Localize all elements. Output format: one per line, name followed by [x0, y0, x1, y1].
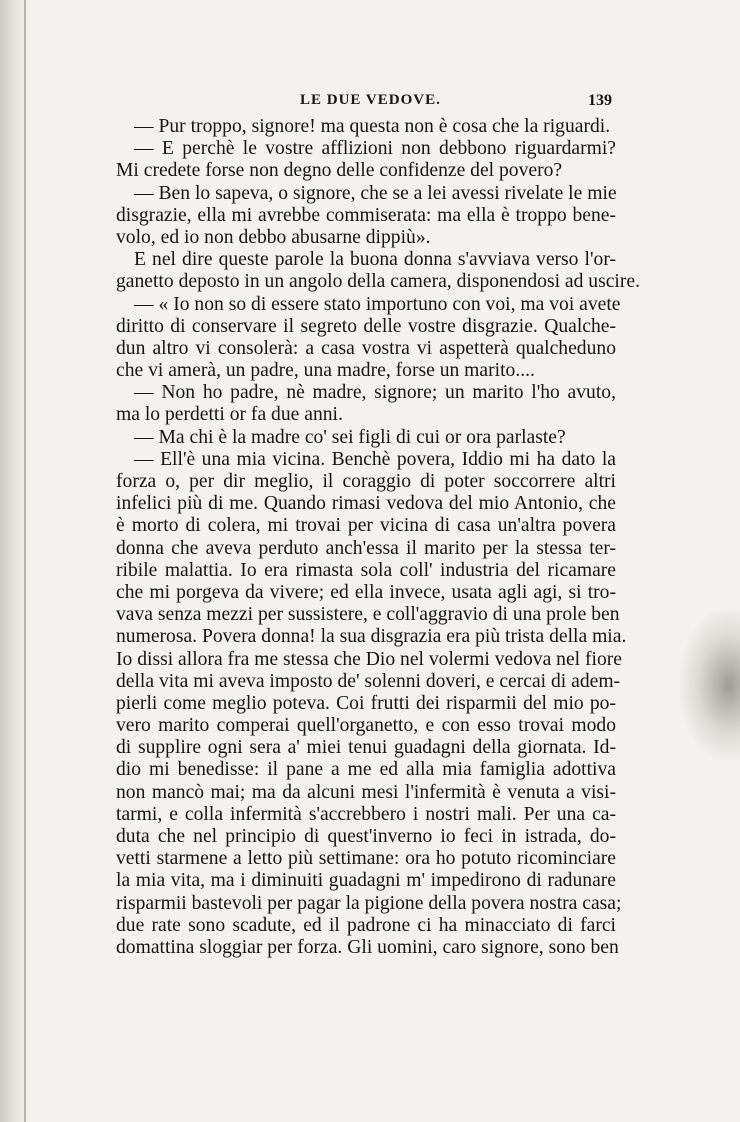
- text-line: tarmi, e colla infermità s'accrebbero i nostri mali. Per una ca-: [116, 803, 616, 825]
- text-line: vero marito comperai quell'organetto, e con esso trovai modo: [116, 715, 616, 737]
- text-line: Io dissi allora fra me stessa che Dio nel volermi vedova nel fiore: [116, 648, 623, 670]
- text-line: è morto di colera, mi trovai per vicina di casa un'altra povera: [116, 515, 616, 537]
- text-line: — Ma chi è la madre co' sei figli di cui or ora parlaste?: [134, 426, 566, 448]
- text-line: — E perchè le vostre afflizioni non debbono riguardarmi?: [134, 138, 616, 160]
- text-line: — Pur troppo, signore! ma questa non è cosa che la riguardi.: [134, 116, 611, 137]
- text-line: dun altro vi consolerà: a casa vostra vi aspetterà qualcheduno: [116, 337, 616, 359]
- paper-stain: [680, 610, 740, 760]
- text-line: dio mi benedisse: il pane a me ed alla mia famiglia adottiva: [116, 759, 616, 781]
- text-line: Mi credete forse non degno delle confidenze del povero?: [116, 160, 563, 182]
- text-line: della vita mi aveva imposto de' solenni doveri, e cercai di adem-: [116, 670, 621, 692]
- text-line: di supplire ogni sera a' miei tenui guadagni della giornata. Id-: [116, 737, 616, 759]
- text-line: due rate sono scadute, ed il padrone ci ha minacciato di farci: [116, 914, 616, 936]
- text-line: volo, ed io non debbo abusarne dippiù».: [116, 226, 431, 248]
- text-line: E nel dire queste parole la buona donna s'avviava verso l'or-: [134, 249, 616, 271]
- running-header: [0, 92, 740, 116]
- text-line: — Ell'è una mia vicina. Benchè povera, Iddio mi ha dato la: [134, 448, 616, 470]
- page-number: 139: [588, 92, 612, 109]
- text-line: diritto di conservare il segreto delle vostre disgrazie. Qualche-: [116, 315, 616, 337]
- text-line: forza o, per dir meglio, il coraggio di poter soccorrere altri: [116, 471, 616, 492]
- text-line: pierli come meglio poteva. Coi frutti dei risparmii del mio po-: [116, 692, 616, 714]
- text-line: ma lo perdetti or fa due anni.: [116, 404, 343, 426]
- text-line: vava senza mezzi per sussistere, e coll'aggravio di una prole ben: [116, 604, 620, 626]
- text-line: ribile malattia. Io era rimasta sola coll' industria del ricamare: [116, 559, 616, 581]
- body-text: [116, 116, 640, 959]
- text-line: domattina sloggiar per forza. Gli uomini, caro signore, sono ben: [116, 936, 619, 958]
- text-line: la mia vita, ma i diminuiti guadagni m' impedirono di radunare: [116, 870, 616, 892]
- text-line: che vi amerà, un padre, una madre, forse un marito....: [116, 360, 535, 382]
- running-title: LE DUE VEDOVE.: [300, 92, 441, 108]
- text-line: disgrazie, ella mi avrebbe commiserata: ma ella è troppo bene-: [116, 204, 616, 226]
- text-line: numerosa. Povera donna! la sua disgrazia era più trista della mia.: [116, 626, 627, 648]
- text-line: donna che aveva perduto anch'essa il marito per la stessa ter-: [116, 537, 616, 559]
- text-line: non mancò mai; ma da alcuni mesi l'infermità è venuta a visi-: [116, 781, 616, 803]
- text-line: che mi porgeva da vivere; ed ella invece, usata agli agi, si tro-: [116, 581, 616, 603]
- text-line: vetti starmene a letto più settimane: ora ho potuto ricominciare: [116, 848, 616, 870]
- text-line: risparmii bastevoli per pagar la pigione della povera nostra casa;: [116, 892, 622, 914]
- text-line: — Ben lo sapeva, o signore, che se a lei avessi rivelate le mie: [134, 182, 617, 204]
- text-line: — « Io non so di essere stato importuno con voi, ma voi avete: [134, 293, 621, 315]
- binding-crease: [24, 0, 26, 1122]
- text-line: duta che nel principio di quest'inverno io feci in istrada, do-: [116, 826, 616, 847]
- text-line: ganetto deposto in un angolo della camera, disponendosi ad uscire.: [116, 271, 640, 293]
- text-line: infelici più di me. Quando rimasi vedova del mio Antonio, che: [116, 493, 616, 515]
- text-line: — Non ho padre, nè madre, signore; un marito l'ho avuto,: [134, 382, 616, 404]
